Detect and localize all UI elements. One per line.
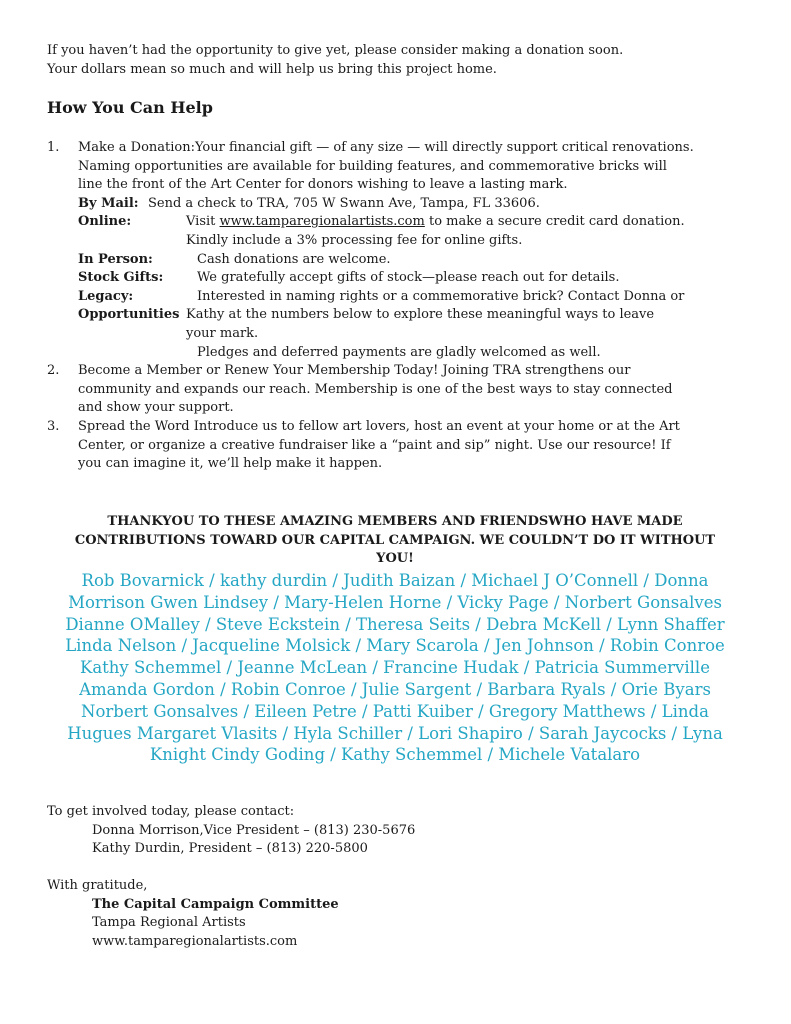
website-text[interactable]: www.tamparegionalartists.com (92, 933, 298, 949)
opportunities-text-cont: your mark. (186, 325, 259, 341)
stock-row (78, 269, 767, 288)
contact-person: Kathy Durdin, President – (813) 220-5800 (92, 841, 368, 857)
mail-row (78, 195, 767, 214)
online-label: Online: (78, 214, 132, 230)
item-text: and show your support. (78, 400, 234, 416)
item-text: line the front of the Art Center for donors wishing to leave a lasting mark. (78, 177, 568, 193)
intro-line: Your dollars mean so much and will help us bring this project home. (47, 62, 497, 77)
mail-label: By Mail: (78, 195, 139, 211)
thank-you-line: THANKYOU TO THESE AMAZING MEMBERS AND FRIENDSWHO HAVE MADE (107, 514, 683, 529)
online-row (78, 213, 767, 232)
in-person-text: Cash donations are welcome. (197, 251, 391, 267)
online-text: to make a secure credit card donation. (424, 214, 685, 230)
donor-names-line: Knight Cindy Goding / Kathy Schemmel / Michele Vatalaro (149, 745, 641, 765)
committee-name: The Capital Campaign Committee (92, 896, 339, 912)
thank-you-line: YOU! (376, 551, 414, 567)
item-text: Become a Member or Renew Your Membership Today! Joining TRA strengthens our (78, 363, 631, 379)
stock-label: Stock Gifts: (78, 270, 164, 286)
donor-names-line: Linda Nelson / Jacqueline Molsick / Mary Scarola / Jen Johnson / Robin Conroe (65, 636, 725, 656)
stock-text: We gratefully accept gifts of stock—please reach out for details. (197, 270, 620, 286)
online-note: Kindly include a 3% processing fee for online gifts. (186, 232, 523, 248)
opportunities-label: Opportunities (78, 307, 180, 323)
list-item-spread-word (47, 418, 767, 474)
list-item-donation (47, 139, 767, 362)
in-person-label: In Person: (78, 251, 153, 267)
closing-greeting: With gratitude, (47, 878, 148, 893)
intro-line: If you haven’t had the opportunity to give yet, please consider making a donation soon. (47, 43, 624, 58)
help-list (47, 139, 767, 474)
opportunities-row (78, 306, 767, 325)
donor-names-line: Amanda Gordon / Robin Conroe / Julie Sargent / Barbara Ryals / Orie Byars (79, 679, 711, 699)
legacy-row (78, 288, 767, 307)
list-item-membership (47, 362, 767, 418)
mail-text: Send a check to TRA, 705 W Swann Ave, Tampa, FL 33606. (148, 195, 540, 211)
intro-paragraph (47, 41, 623, 79)
contact-person: Donna Morrison,Vice President – (813) 230-5676 (92, 822, 416, 838)
donor-names-line: Hugues Margaret Vlasits / Hyla Schiller / Lori Shapiro / Sarah Jaycocks / Lyna (67, 723, 723, 743)
item-text: community and expands our reach. Membership is one of the best ways to stay connected (78, 381, 673, 397)
legacy-text: Interested in naming rights or a commemorative brick? Contact Donna or (197, 288, 685, 304)
legacy-label: Legacy: (78, 288, 134, 304)
in-person-row (78, 251, 767, 270)
contact-intro: To get involved today, please contact: (47, 804, 295, 819)
item-text: Center, or organize a creative fundraiser like a “paint and sip” night. Use our resource! If (78, 437, 671, 453)
section-heading: How You Can Help (47, 98, 213, 117)
website-link[interactable]: www.tamparegionalartists.com (219, 214, 425, 230)
opportunities-text: Kathy at the numbers below to explore these meaningful ways to leave (186, 307, 655, 323)
organization-name: Tampa Regional Artists (92, 915, 246, 931)
item-text: Naming opportunities are available for building features, and commemorative bricks will (78, 158, 667, 174)
donor-names-line: Dianne OMalley / Steve Eckstein / Theresa Seits / Debra McKell / Lynn Shaffer (65, 614, 725, 634)
donor-names-line: Morrison Gwen Lindsey / Mary-Helen Horne / Vicky Page / Norbert Gonsalves (68, 592, 722, 612)
donor-names-line: Rob Bovarnick / kathy durdin / Judith Baizan / Michael J O’Connell / Donna (81, 571, 709, 590)
closing-block (47, 877, 339, 951)
donor-names-line: Kathy Schemmel / Jeanne McLean / Francine Hudak / Patricia Summerville (80, 658, 710, 678)
list-number: 3. (47, 418, 60, 434)
contact-block (47, 803, 415, 859)
item-text: Spread the Word Introduce us to fellow art lovers, host an event at your home or at the Art (78, 418, 680, 434)
item-text: Make a Donation:Your financial gift — of any size — will directly support critical renovations. (78, 140, 694, 155)
donor-names (62, 570, 728, 766)
item-text: you can imagine it, we’ll help make it happen. (78, 456, 383, 472)
online-text: Visit (186, 214, 220, 230)
thank-you-heading (50, 513, 740, 569)
donor-names-line: Norbert Gonsalves / Eileen Petre / Patti Kuiber / Gregory Matthews / Linda (81, 701, 709, 721)
list-number: 2. (47, 363, 60, 379)
thank-you-line: CONTRIBUTIONS TOWARD OUR CAPITAL CAMPAIGN. WE COULDN’T DO IT WITHOUT (74, 532, 716, 548)
list-number: 1. (47, 140, 60, 155)
pledges-note: Pledges and deferred payments are gladly welcomed as well. (197, 344, 601, 360)
